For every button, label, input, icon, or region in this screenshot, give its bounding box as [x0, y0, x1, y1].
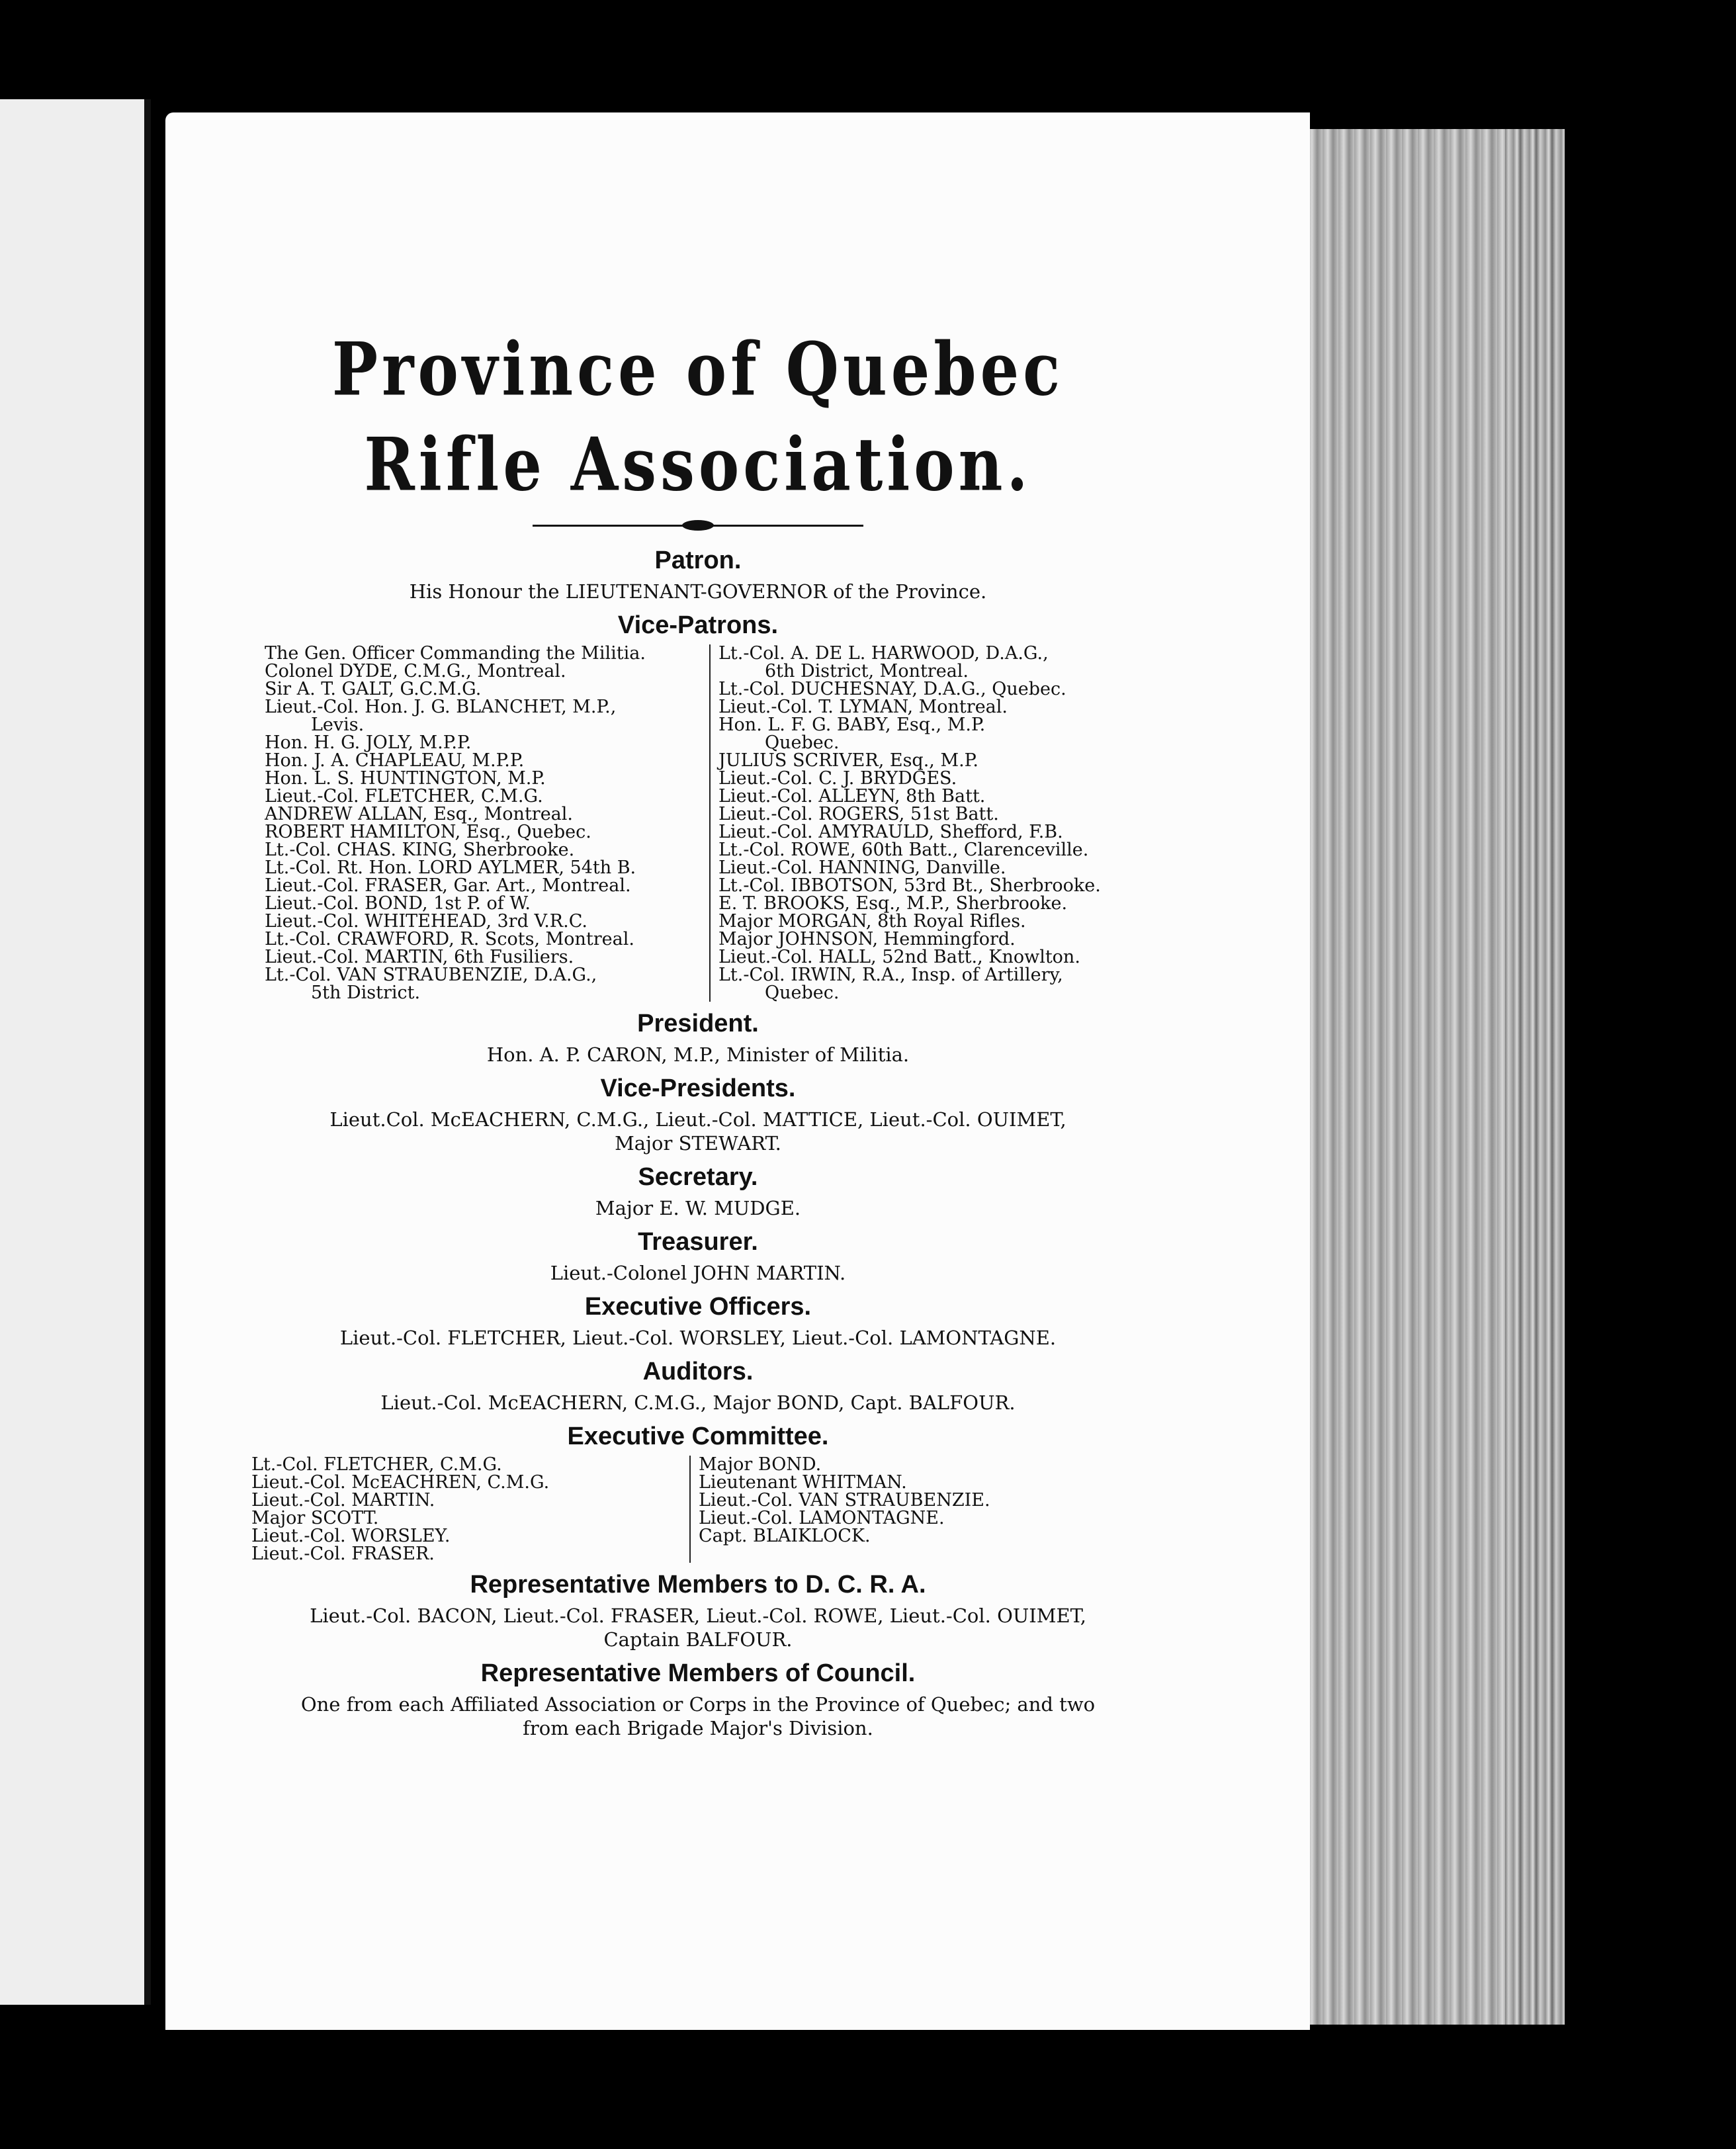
- list-item: Lieutenant WHITMAN.: [699, 1472, 907, 1493]
- list-item: Lieut.-Col. Hon. J. G. BLANCHET, M.P.,: [265, 697, 617, 717]
- list-item: Lieut.-Col. BOND, 1st P. of W.: [265, 893, 531, 914]
- list-item: Hon. H. G. JOLY, M.P.P.: [265, 732, 472, 753]
- page-title: Province of Quebec Rifle Association.: [331, 326, 1064, 507]
- list-item: Lieut.-Col. FRASER, Gar. Art., Montreal.: [265, 875, 631, 896]
- list-item: Hon. L. S. HUNTINGTON, M.P.: [265, 768, 546, 789]
- list-item: Lt.-Col. VAN STRAUBENZIE, D.A.G.,: [265, 965, 597, 985]
- column-divider: [689, 1456, 691, 1563]
- president-text: Hon. A. P. CARON, M.P., Minister of Militia.: [486, 1043, 910, 1066]
- president-heading: President.: [637, 1010, 759, 1037]
- auditors-heading: Auditors.: [642, 1358, 754, 1385]
- list-item: Lt.-Col. Rt. Hon. LORD AYLMER, 54th B.: [265, 857, 636, 878]
- list-item: Quebec.: [765, 732, 840, 753]
- list-item: Colonel DYDE, C.M.G., Montreal.: [265, 661, 566, 681]
- executive-officers-heading: Executive Officers.: [584, 1293, 812, 1321]
- list-item: Quebec.: [765, 983, 840, 1003]
- dcra-heading: Representative Members to D. C. R. A.: [470, 1571, 926, 1599]
- column-divider: [709, 644, 711, 1002]
- facing-page-edge: [0, 99, 151, 2005]
- list-item: Lieut.-Col. T. LYMAN, Montreal.: [718, 697, 1008, 717]
- list-item: E. T. BROOKS, Esq., M.P., Sherbrooke.: [718, 893, 1068, 914]
- executive-officers-text: Lieut.-Col. FLETCHER, Lieut.-Col. WORSLEY, Lieut.-Col. LAMONTAGNE.: [339, 1327, 1057, 1349]
- list-item: Hon. L. F. G. BABY, Esq., M.P.: [718, 715, 986, 735]
- vice-presidents-line-1: Lieut.Col. McEACHERN, C.M.G., Lieut.-Col. MATTICE, Lieut.-Col. OUIMET,: [329, 1108, 1066, 1131]
- list-item: 6th District, Montreal.: [765, 661, 969, 681]
- list-item: Lieut.-Col. LAMONTAGNE.: [699, 1508, 945, 1528]
- list-item: Lieut.-Col. VAN STRAUBENZIE.: [699, 1490, 990, 1511]
- list-item: Lieut.-Col. WORSLEY.: [251, 1526, 451, 1546]
- list-item: Lieut.-Col. HANNING, Danville.: [718, 857, 1006, 878]
- list-item: Lieut.-Col. WHITEHEAD, 3rd V.R.C.: [265, 911, 587, 932]
- list-item: Capt. BLAIKLOCK.: [699, 1526, 871, 1546]
- list-item: Lt.-Col. DUCHESNAY, D.A.G., Quebec.: [718, 679, 1066, 699]
- page-stack-front: [1307, 129, 1505, 2025]
- list-item: Lieut.-Col. MARTIN.: [251, 1490, 435, 1511]
- list-item: Lieut.-Col. McEACHREN, C.M.G.: [251, 1472, 550, 1493]
- vice-presidents-heading: Vice-Presidents.: [600, 1074, 796, 1102]
- list-item: Lieut.-Col. MARTIN, 6th Fusiliers.: [265, 947, 574, 967]
- vice-patrons-columns: [251, 644, 1145, 1002]
- list-item: Major JOHNSON, Hemmingford.: [718, 929, 1016, 949]
- vice-patrons-right-column: [718, 644, 1142, 1002]
- patron-text: His Honour the LIEUTENANT-GOVERNOR of the Province.: [409, 580, 987, 603]
- rule-ornament: [682, 520, 714, 531]
- list-item: Lt.-Col. ROWE, 60th Batt., Clarenceville.: [718, 840, 1089, 860]
- list-item: Lt.-Col. IBBOTSON, 53rd Bt., Sherbrooke.: [718, 875, 1101, 896]
- list-item: ANDREW ALLAN, Esq., Montreal.: [265, 804, 574, 824]
- executive-committee-columns: [251, 1456, 1145, 1563]
- list-item: 5th District.: [311, 983, 421, 1003]
- list-item: Lt.-Col. CRAWFORD, R. Scots, Montreal.: [265, 929, 634, 949]
- list-item: Sir A. T. GALT, G.C.M.G.: [265, 679, 482, 699]
- list-item: Hon. J. A. CHAPLEAU, M.P.P.: [265, 750, 525, 771]
- list-item: Lieut.-Col. HALL, 52nd Batt., Knowlton.: [718, 947, 1080, 967]
- executive-committee-left-column: [251, 1456, 681, 1563]
- executive-committee-right-column: [699, 1456, 1129, 1563]
- list-item: Lieut.-Col. ALLEYN, 8th Batt.: [718, 786, 986, 807]
- vice-patrons-left-column: [251, 644, 701, 1002]
- council-line-2: from each Brigade Major's Division.: [523, 1717, 873, 1739]
- treasurer-heading: Treasurer.: [638, 1228, 758, 1256]
- secretary-heading: Secretary.: [638, 1163, 758, 1191]
- page-content: [251, 326, 1145, 1740]
- patron-heading: Patron.: [654, 547, 742, 574]
- executive-committee-heading: Executive Committee.: [567, 1423, 829, 1450]
- list-item: Levis.: [311, 715, 365, 735]
- council-heading: Representative Members of Council.: [480, 1659, 916, 1687]
- list-item: ROBERT HAMILTON, Esq., Quebec.: [265, 822, 591, 842]
- list-item: Lt.-Col. IRWIN, R.A., Insp. of Artillery,: [718, 965, 1063, 985]
- page-stack-edges: [1307, 129, 1565, 2025]
- council-line-1: One from each Affiliated Association or Corps in the Province of Quebec; and two: [300, 1693, 1096, 1716]
- list-item: JULIUS SCRIVER, Esq., M.P.: [718, 750, 978, 771]
- list-item: Lt.-Col. FLETCHER, C.M.G.: [251, 1454, 502, 1475]
- list-item: Lt.-Col. CHAS. KING, Sherbrooke.: [265, 840, 575, 860]
- list-item: Major BOND.: [699, 1454, 822, 1475]
- list-item: Lieut.-Col. AMYRAULD, Shefford, F.B.: [718, 822, 1063, 842]
- dcra-line-1: Lieut.-Col. BACON, Lieut.-Col. FRASER, Lieut.-Col. ROWE, Lieut.-Col. OUIMET,: [310, 1604, 1086, 1627]
- list-item: The Gen. Officer Commanding the Militia.: [265, 643, 646, 664]
- list-item: Lieut.-Col. C. J. BRYDGES.: [718, 768, 957, 789]
- treasurer-text: Lieut.-Colonel JOHN MARTIN.: [550, 1262, 846, 1284]
- list-item: Major MORGAN, 8th Royal Rifles.: [718, 911, 1026, 932]
- list-item: Lieut.-Col. FLETCHER, C.M.G.: [265, 786, 543, 807]
- auditors-text: Lieut.-Col. McEACHERN, C.M.G., Major BOND, Capt. BALFOUR.: [380, 1391, 1016, 1414]
- list-item: Lieut.-Col. ROGERS, 51st Batt.: [718, 804, 999, 824]
- list-item: Major SCOTT.: [251, 1508, 379, 1528]
- list-item: Lieut.-Col. FRASER.: [251, 1544, 435, 1564]
- dcra-line-2: Captain BALFOUR.: [603, 1628, 793, 1651]
- secretary-text: Major E. W. MUDGE.: [595, 1197, 801, 1219]
- vice-presidents-line-2: Major STEWART.: [615, 1132, 781, 1155]
- list-item: Lt.-Col. A. DE L. HARWOOD, D.A.G.,: [718, 643, 1049, 664]
- vice-patrons-heading: Vice-Patrons.: [617, 611, 779, 639]
- ornamental-rule: [533, 520, 863, 531]
